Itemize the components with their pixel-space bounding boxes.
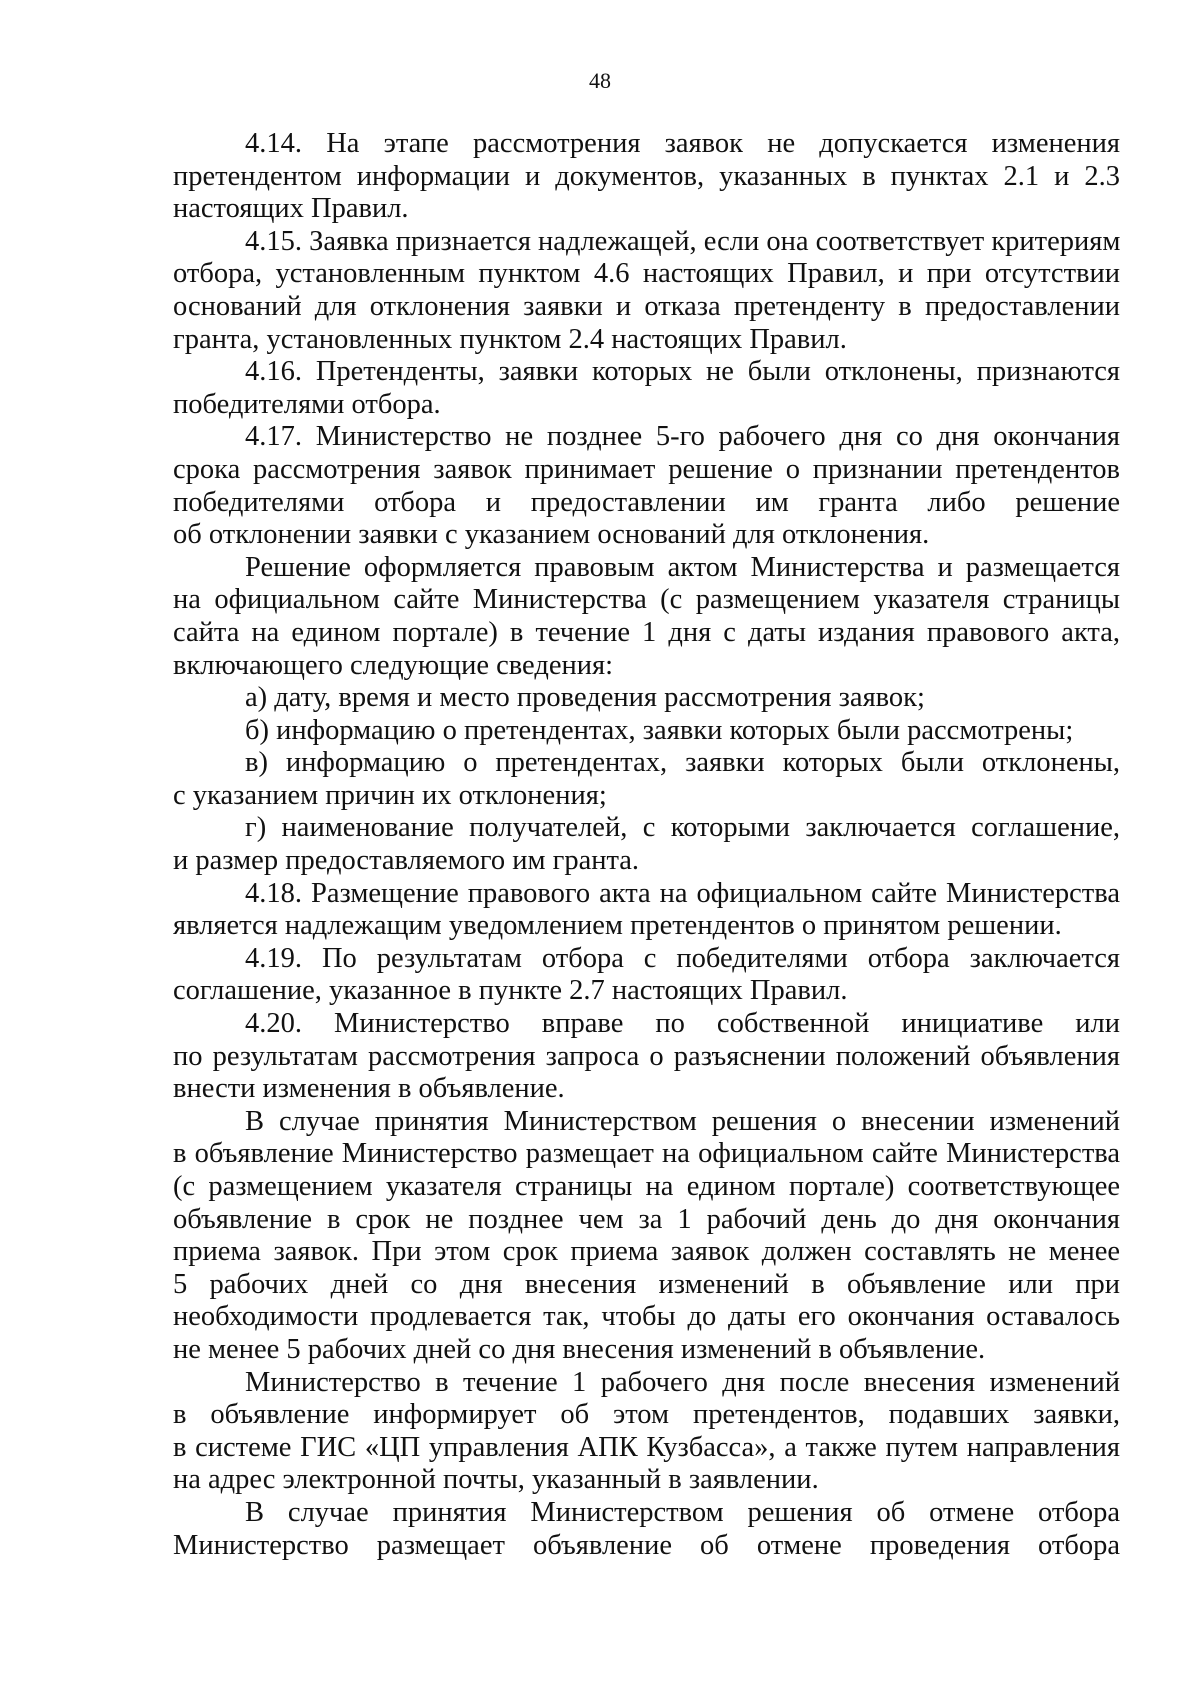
paragraph-4-16 <box>173 356 1120 421</box>
paragraph-4-18 <box>173 878 1120 943</box>
list-item-g <box>173 812 1120 877</box>
text-line: в объявление Министерство размещает на официальном сайте Министерства <box>173 1138 1120 1170</box>
text-line: а) дату, время и место проведения рассмотрения заявок; <box>245 682 925 714</box>
text-line: необходимости продлевается так, чтобы до даты его окончания оставалось <box>173 1301 1120 1333</box>
paragraph-4-14 <box>173 128 1120 226</box>
text-line: на официальном сайте Министерства (с размещением указателя страницы <box>173 584 1120 616</box>
text-line: победителями отбора. <box>173 388 441 420</box>
text-line: 4.19. По результатам отбора с победителями отбора заключается <box>245 942 1120 974</box>
text-line: не менее 5 рабочих дней со дня внесения изменений в объявление. <box>173 1333 986 1365</box>
document-body <box>173 128 1120 1562</box>
text-line: является надлежащим уведомлением претендентов о принятом решении. <box>173 910 1062 942</box>
text-line: 5 рабочих дней со дня внесения изменений в объявление или при <box>173 1268 1120 1300</box>
text-line: 4.17. Министерство не позднее 5-го рабочего дня со дня окончания <box>245 421 1120 453</box>
text-line: Министерство размещает объявление об отмене проведения отбора <box>173 1529 1120 1561</box>
paragraph-4-20-cancel <box>173 1497 1120 1562</box>
text-line: претендентом информации и документов, указанных в пунктах 2.1 и 2.3 <box>173 160 1120 192</box>
text-line: 4.14. На этапе рассмотрения заявок не допускается изменения <box>245 128 1120 159</box>
text-line: настоящих Правил. <box>173 193 409 225</box>
text-line: об отклонении заявки с указанием оснований для отклонения. <box>173 519 930 551</box>
text-line: включающего следующие сведения: <box>173 649 614 681</box>
text-line: срока рассмотрения заявок принимает решение о признании претендентов <box>173 453 1120 485</box>
paragraph-4-15 <box>173 226 1120 356</box>
text-line: победителями отбора и предоставлении им гранта либо решение <box>173 486 1120 518</box>
text-line: на адрес электронной почты, указанный в заявлении. <box>173 1464 819 1496</box>
text-line: гранта, установленных пунктом 2.4 настоящих Правил. <box>173 323 847 355</box>
text-line: В случае принятия Министерством решения об отмене отбора <box>245 1496 1120 1528</box>
text-line: внести изменения в объявление. <box>173 1073 565 1105</box>
text-line: по результатам рассмотрения запроса о разъяснении положений объявления <box>173 1040 1120 1072</box>
text-line: приема заявок. При этом срок приема заявок должен составлять не менее <box>173 1236 1120 1268</box>
paragraph-4-17 <box>173 421 1120 551</box>
text-line: В случае принятия Министерством решения о внесении изменений <box>245 1105 1120 1137</box>
text-line: Министерство в течение 1 рабочего дня после внесения изменений <box>245 1366 1120 1398</box>
list-item-b <box>173 715 1120 748</box>
text-line: сайта на едином портале) в течение 1 дня с даты издания правового акта, <box>173 616 1120 648</box>
text-line: объявление в срок не позднее чем за 1 рабочий день до дня окончания <box>173 1203 1120 1235</box>
text-line: 4.16. Претенденты, заявки которых не были отклонены, признаются <box>245 356 1120 388</box>
text-line: Решение оформляется правовым актом Министерства и размещается <box>245 551 1120 583</box>
text-line: и размер предоставляемого им гранта. <box>173 845 640 877</box>
paragraph-4-20-changes <box>173 1106 1120 1367</box>
text-line: 4.20. Министерство вправе по собственной инициативе или <box>245 1008 1120 1040</box>
text-line: 4.15. Заявка признается надлежащей, если она соответствует критериям <box>245 225 1121 257</box>
text-line: б) информацию о претендентах, заявки которых были рассмотрены; <box>245 714 1074 746</box>
paragraph-4-17-decision <box>173 552 1120 682</box>
text-line: г) наименование получателей, с которыми заключается соглашение, <box>245 812 1120 844</box>
text-line: (с размещением указателя страницы на едином портале) соответствующее <box>173 1171 1120 1202</box>
text-line: с указанием причин их отклонения; <box>173 779 607 811</box>
text-line: оснований для отклонения заявки и отказа претенденту в предоставлении <box>173 290 1120 322</box>
list-item-v <box>173 747 1120 812</box>
text-line: в) информацию о претендентах, заявки которых были отклонены, <box>245 747 1120 779</box>
text-line: в объявление информирует об этом претендентов, подавших заявки, <box>173 1399 1120 1431</box>
paragraph-4-19 <box>173 943 1120 1008</box>
text-line: 4.18. Размещение правового акта на официальном сайте Министерства <box>245 877 1120 909</box>
paragraph-4-20-inform <box>173 1367 1120 1497</box>
paragraph-4-20 <box>173 1008 1120 1106</box>
page-number: 48 <box>589 68 611 93</box>
list-item-a <box>173 682 1120 715</box>
text-line: соглашение, указанное в пункте 2.7 настоящих Правил. <box>173 975 848 1007</box>
text-line: в системе ГИС «ЦП управления АПК Кузбасса», а также путем направления <box>173 1431 1120 1463</box>
text-line: отбора, установленным пунктом 4.6 настоящих Правил, и при отсутствии <box>173 258 1120 290</box>
